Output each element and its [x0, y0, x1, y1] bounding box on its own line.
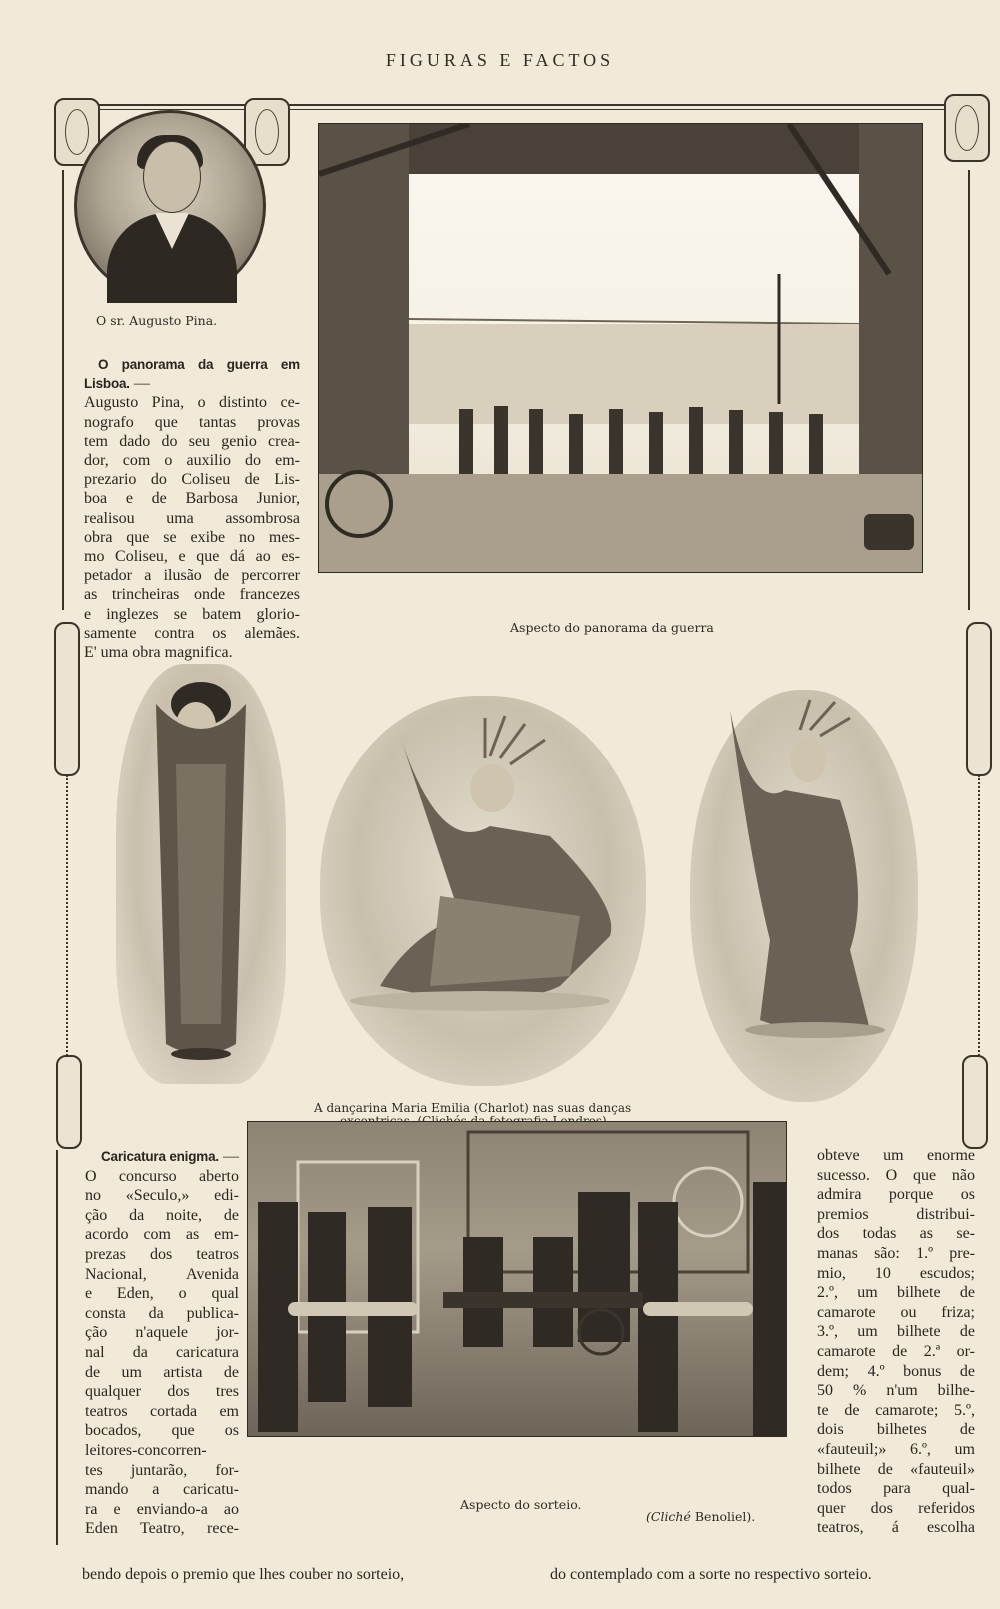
text-line: acordo com as em-	[85, 1226, 239, 1244]
dancer-right-figure	[690, 690, 918, 1102]
text-line: mo Coliseu, e que dá ao es-	[84, 548, 300, 566]
text-line: todos para qual-	[817, 1480, 975, 1498]
dancer-photo-center	[320, 696, 646, 1086]
text-line: realisou uma assombrosa	[84, 509, 300, 527]
caricatura-right-column	[817, 1146, 975, 1538]
text-line: camarote ou friza;	[817, 1303, 975, 1321]
text-line: ção da noite, de	[85, 1206, 239, 1224]
text-line: ção n'aquele jor-	[85, 1324, 239, 1342]
ornament-right-lower	[962, 1055, 988, 1149]
panorama-heading: O panorama da guerra em Lisboa.	[84, 357, 300, 392]
text-line: prezas dos teatros	[85, 1245, 239, 1263]
text-line: mando a caricatu-	[85, 1481, 239, 1499]
text-line: boa e de Barbosa Junior,	[84, 490, 300, 508]
caricatura-heading-dash: —	[218, 1148, 239, 1165]
frame-left-lower-rule	[56, 1150, 58, 1545]
text-line: manas são: 1.º pre-	[817, 1244, 975, 1262]
sorteio-credit	[646, 1509, 755, 1524]
text-line: dem; 4.º bonus de	[817, 1362, 975, 1380]
sorteio-photo	[247, 1121, 787, 1437]
text-line: admira porque os	[817, 1186, 975, 1204]
caricatura-bottom-left: bendo depois o premio que lhes couber no sorteio,	[82, 1566, 405, 1583]
text-line: 3.º, um bilhete de	[817, 1323, 975, 1341]
text-line: qualquer dos tres	[85, 1383, 239, 1401]
dotted-border-right	[978, 775, 980, 1075]
text-line: Eden Teatro, rece-	[85, 1520, 239, 1538]
text-line: 2.º, um bilhete de	[817, 1284, 975, 1302]
text-line: E' uma obra magnifica.	[84, 644, 233, 662]
ornament-right-scroll	[966, 622, 992, 776]
text-line: nografo que tantas provas	[84, 413, 300, 431]
panorama-article	[84, 355, 300, 662]
text-line: samente contra os alemães.	[84, 624, 300, 642]
text-line: de um artista de	[85, 1363, 239, 1381]
portrait-photo	[74, 110, 266, 302]
frame-right-rule	[968, 170, 970, 610]
page-header: FIGURAS E FACTOS	[385, 50, 615, 70]
text-line: leitores-concorren-	[85, 1441, 207, 1459]
caricatura-first-line	[85, 1147, 239, 1167]
text-line: petador a ilusão de percorrer	[84, 567, 300, 585]
text-line: dois bilhetes de	[817, 1421, 975, 1439]
text-line: e Eden, o qual	[85, 1285, 239, 1303]
text-line: Nacional, Avenida	[85, 1265, 239, 1283]
text-line: te de camarote; 5.º,	[817, 1401, 975, 1419]
dancers-caption-line1: A dançarina Maria Emilia (Charlot) nas suas danças	[314, 1101, 632, 1115]
text-line: sucesso. O que não	[817, 1166, 975, 1184]
ornament-left-scroll	[54, 622, 80, 776]
war-panorama-drawing	[319, 124, 922, 572]
sorteio-scene	[248, 1122, 786, 1436]
ornament-left-lower	[56, 1055, 82, 1149]
text-line: premios distribui-	[817, 1205, 975, 1223]
text-line: obteve um enorme	[817, 1147, 975, 1164]
text-line: prezario do Coliseu de Lis-	[84, 471, 300, 489]
frame-top-rule	[96, 104, 944, 106]
text-line: tem dado do seu genio crea-	[84, 432, 300, 450]
sorteio-credit-name: Benoliel).	[694, 1509, 756, 1524]
text-line: teatros cortada em	[85, 1402, 239, 1420]
text-line: e inglezes se batem glorio-	[84, 605, 300, 623]
text-line: as trincheiras onde francezes	[84, 586, 300, 604]
text-line: consta da publica-	[85, 1304, 239, 1322]
text-line: tes juntarão, for-	[85, 1461, 239, 1479]
text-line: teatros, á escolha	[817, 1519, 975, 1537]
text-line: O concurso aberto	[85, 1167, 239, 1185]
frame-top-rule-thin	[96, 109, 944, 110]
caricatura-heading: Caricatura enigma.	[101, 1149, 219, 1164]
text-line: bocados, que os	[85, 1422, 239, 1440]
text-line: quer dos referidos	[817, 1499, 975, 1517]
text-line: no «Seculo,» edi-	[85, 1187, 239, 1205]
caricatura-bottom-right: do contemplado com a sorte no respectivo sorteio.	[550, 1566, 872, 1583]
panorama-first-line	[84, 355, 300, 393]
dancer-photo-right	[690, 690, 918, 1102]
war-panorama-illustration	[318, 123, 923, 573]
sorteio-credit-italic: (Cliché	[646, 1509, 691, 1524]
text-line: obra que se exibe no mes-	[84, 528, 300, 546]
text-line: camarote de 2.ª or-	[817, 1342, 975, 1360]
text-line: ra e enviando-a ao	[85, 1500, 239, 1518]
text-line: dor, com o auxilio do em-	[84, 452, 300, 470]
ornament-top-right	[944, 94, 990, 162]
dancer-photo-left	[116, 664, 286, 1084]
frame-left-rule	[62, 170, 64, 610]
portrait-caption: O sr. Augusto Pina.	[96, 313, 218, 328]
text-line: bilhete de «fauteuil»	[817, 1460, 975, 1478]
dancer-left-figure	[116, 664, 286, 1084]
text-line: Augusto Pina, o distinto ce-	[84, 394, 300, 412]
text-line: mio, 10 escudos;	[817, 1264, 975, 1282]
caricatura-left-column	[85, 1147, 239, 1539]
dancer-center-figure	[320, 696, 646, 1086]
panorama-heading-dash: —	[129, 375, 150, 393]
text-line: 50 % n'um bilhe-	[817, 1382, 975, 1400]
text-line: nal da caricatura	[85, 1343, 239, 1361]
war-caption: Aspecto do panorama da guerra	[510, 620, 714, 635]
portrait-face	[143, 141, 201, 213]
text-line: «fauteuil;» 6.º, um	[817, 1440, 975, 1458]
text-line: dos todas as se-	[817, 1225, 975, 1243]
dotted-border-left	[66, 775, 68, 1075]
sorteio-caption: Aspecto do sorteio.	[460, 1497, 582, 1512]
